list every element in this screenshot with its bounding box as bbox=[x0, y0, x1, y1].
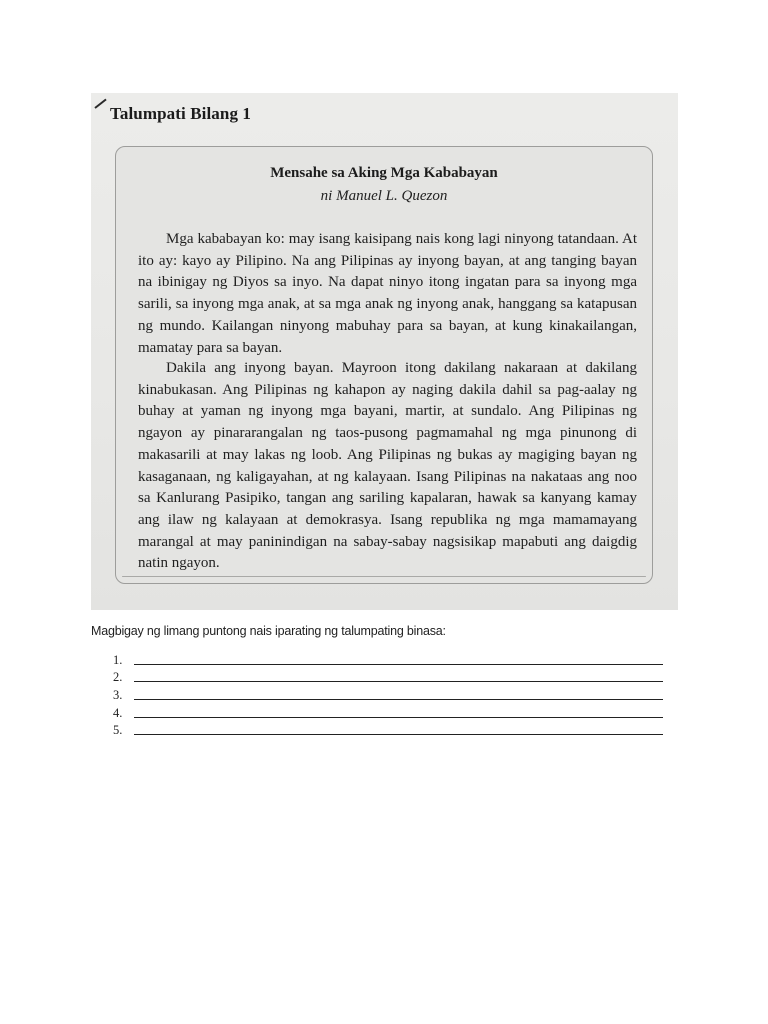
answer-number: 4. bbox=[113, 705, 123, 720]
answer-item bbox=[113, 650, 663, 668]
reading-title: Mensahe sa Aking Mga Kababayan bbox=[270, 165, 498, 181]
answer-blank-line[interactable] bbox=[134, 699, 663, 700]
pen-check-mark bbox=[94, 99, 106, 109]
answer-blank-line[interactable] bbox=[134, 734, 663, 735]
answer-number: 3. bbox=[113, 688, 123, 703]
answer-item bbox=[113, 721, 663, 739]
answer-blank-line[interactable] bbox=[134, 717, 663, 718]
box-bottom-rule bbox=[122, 576, 646, 577]
reading-passage-box bbox=[115, 146, 653, 584]
textbook-photo bbox=[91, 93, 678, 610]
reading-paragraph: Dakila ang inyong bayan. Mayroon itong dakilang nakaraan at dakilang kinabukasan. Ang Pilipinas ng kahapon ay naging dakila dahil sa pag-aalay ng buhay at yaman ng inyong mga bayani, martir, at sundalo. Ang Pilipinas ng ngayon ay pinararangalan ng taos-pusong pagmamahal ng mga pinunong di makasarili at may lakas ng loob. Ang Pilipinas ng bukas ay magiging bayan ng kasaganaan, ng kaligayahan, at ng kalayaan. Isang Pilipinas na nakataas ang noo sa Kanlurang Pasipiko, tangan ang sariling kapalaran, hawak sa kanyang kamay ang ilaw ng kalayaan at demokrasya. Isang republika ng mga mamamayang marangal at may paninindigan na sabay-sabay nagsisikap mapabuti ang daigdig natin ngayon. bbox=[138, 360, 637, 572]
reading-paragraph: Mga kababayan ko: may isang kaisipang nais kong lagi ninyong tatandaan. At ito ay: kayo ay Pilipino. Na ang Pilipinas ay inyong bayan, at ang tanging bayan na ibinigay ng Diyos sa inyo. Na dapat ninyo itong ingatan para sa inyong mga sarili, sa inyong mga anak, at sa mga anak ng inyong anak, hanggang sa katapusan ng mundo. Kailangan ninyong mabuhay para sa bayan, at kung kinakailangan, mamatay para sa bayan. bbox=[138, 231, 637, 356]
answer-number: 2. bbox=[113, 670, 123, 685]
answer-item bbox=[113, 668, 663, 686]
answer-item bbox=[113, 703, 663, 721]
answer-number: 1. bbox=[113, 652, 123, 667]
answer-blank-line[interactable] bbox=[134, 664, 663, 665]
instruction-text: Magbigay ng limang puntong nais iparating ng talumpating binasa: bbox=[91, 624, 446, 638]
answer-blank-line[interactable] bbox=[134, 681, 663, 682]
answer-item bbox=[113, 685, 663, 703]
reading-author: ni Manuel L. Quezon bbox=[320, 188, 448, 204]
answer-list bbox=[113, 650, 663, 738]
answer-number: 5. bbox=[113, 723, 123, 738]
section-heading: Talumpati Bilang 1 bbox=[110, 104, 251, 123]
